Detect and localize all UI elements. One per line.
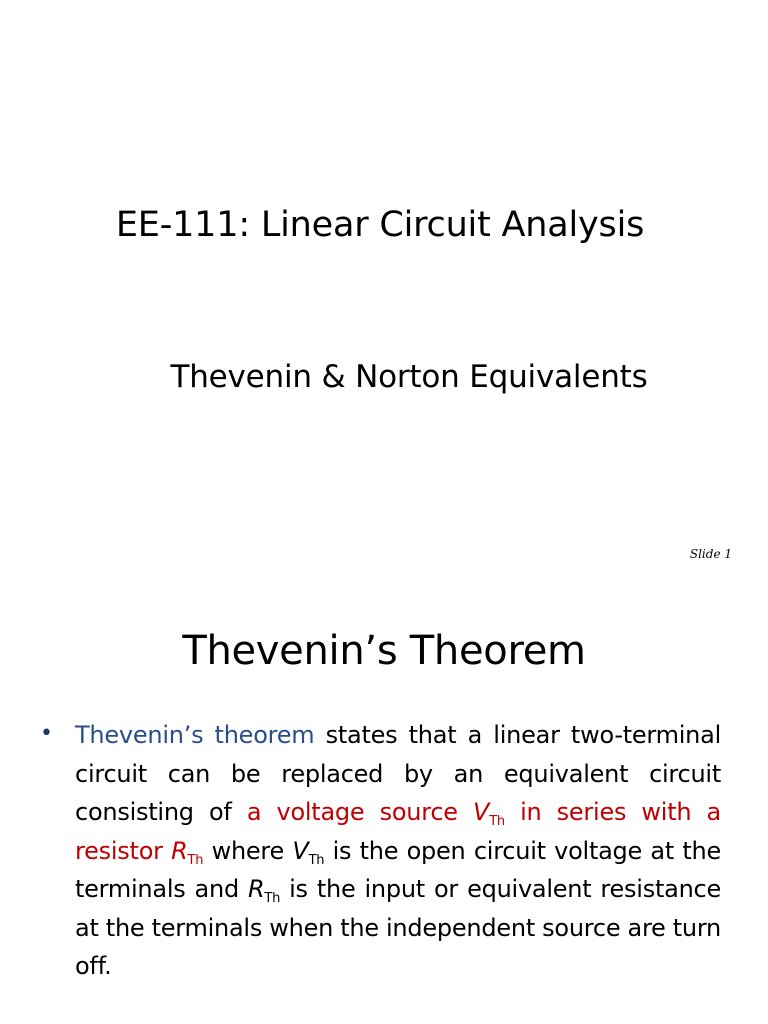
subscript-th: Th — [264, 891, 281, 906]
bullet-item — [40, 716, 724, 986]
text-segment: in series with a resistor — [75, 798, 722, 865]
symbol-v: V — [473, 798, 490, 826]
symbol-v: V — [292, 836, 309, 865]
bullet-text — [75, 716, 721, 986]
slide-subtitle: Thevenin & Norton Equivalents — [170, 359, 648, 395]
symbol-r: R — [247, 875, 265, 903]
theorem-title: Thevenin’s Theorem — [182, 628, 586, 674]
text-segment: a voltage source — [246, 798, 474, 826]
slide-number: Slide 1 — [689, 547, 732, 561]
term-highlight: Thevenin’s theorem — [75, 721, 315, 749]
text-segment: is the open circuit voltage at the terminals and — [75, 836, 722, 903]
text-segment: is the input or equivalent resistance at the terminals when the independent source are turn off. — [75, 875, 722, 980]
symbol-r: R — [171, 836, 188, 865]
subscript-th: Th — [308, 852, 325, 868]
slide-title: EE-111: Linear Circuit Analysis — [115, 205, 645, 245]
subscript-th: Th — [489, 814, 505, 829]
text-segment: where — [203, 836, 293, 865]
subscript-th: Th — [187, 852, 204, 868]
bullet-dot-icon: • — [40, 721, 53, 746]
text-segment: states that a linear two-terminal circuit can be replaced by an equivalent circuit consisting of — [75, 721, 722, 826]
